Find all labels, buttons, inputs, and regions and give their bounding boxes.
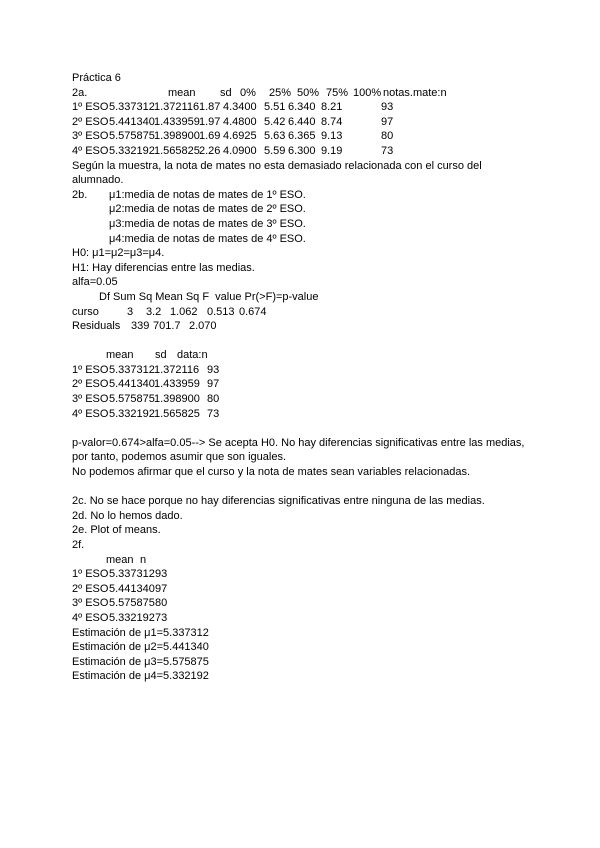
table-cell: 2º ESO: [72, 378, 109, 391]
table-row: [72, 363, 532, 378]
section-label: 2a.: [72, 86, 88, 99]
table-cell: 2º ESO: [72, 582, 109, 595]
table-cell: data:n: [177, 349, 208, 362]
anova-header: Df Sum Sq Mean Sq F value Pr(>F)=p-value: [99, 290, 319, 303]
table-cell: 5.337312: [109, 363, 155, 376]
table-cell: n: [140, 553, 147, 566]
alt-hypothesis: H1: Hay diferencias entre las medias.: [72, 261, 255, 274]
table-cell: 8.74: [321, 115, 343, 128]
col-mean: mean: [168, 86, 196, 99]
table-cell: 4º ESO: [72, 407, 109, 420]
table-cell: mean: [106, 349, 134, 362]
table-cell: 93: [381, 101, 394, 114]
section-2b-conclusion: No podemos afirmar que el curso y la nota de mates sean variables relacionadas.: [72, 466, 471, 479]
table-cell: 8.21: [321, 101, 343, 114]
section-2b-def: [72, 188, 532, 203]
col-25: 25%: [269, 86, 292, 99]
table-cell: 3º ESO: [72, 597, 109, 610]
table-cell: 5.337312: [109, 568, 155, 581]
table-cell: 3º ESO: [72, 130, 109, 143]
section-2e: 2e. Plot of means.: [72, 524, 161, 537]
null-hypothesis: H0: μ1=μ2=μ3=μ4.: [72, 247, 165, 260]
alpha-level: alfa=0.05: [72, 276, 118, 289]
table-cell: 80: [381, 130, 394, 143]
table-row: [72, 115, 532, 130]
table-cell: 73: [155, 611, 168, 624]
anova-row: [72, 319, 532, 334]
table-cell: 5.51: [264, 101, 286, 114]
table-row: [72, 611, 532, 626]
table-row: [72, 129, 532, 144]
table-cell: 5.63: [264, 130, 286, 143]
table-row: [72, 392, 532, 407]
table-cell: 701.7: [153, 320, 181, 333]
estimate-line: Estimación de μ4=5.332192: [72, 670, 209, 683]
section-label: 2b.: [72, 188, 88, 201]
table-cell: 4.3400: [223, 101, 257, 114]
table-cell: 4º ESO: [72, 144, 109, 157]
table-row: [72, 407, 532, 422]
table-cell: 93: [155, 568, 168, 581]
table-cell: 5.42: [264, 115, 286, 128]
col-sd: sd: [220, 86, 232, 99]
table-cell: 1.398900: [154, 130, 200, 143]
table-cell: 2.26: [199, 144, 221, 157]
estimate-line: Estimación de μ3=5.575875: [72, 655, 209, 668]
table-row: [72, 144, 532, 159]
col-100: 100%: [353, 86, 382, 99]
table-row: [72, 100, 532, 115]
table-cell: 80: [207, 393, 220, 406]
table-cell: 5.575875: [109, 130, 155, 143]
table-cell: 3º ESO: [72, 393, 109, 406]
table-cell: 4º ESO: [72, 611, 109, 624]
table-cell: 97: [155, 582, 168, 595]
section-2b-def: μ4:media de notas de mates de 4º ESO.: [109, 232, 306, 245]
table-cell: 73: [381, 144, 394, 157]
col-50: 50%: [297, 86, 320, 99]
table-cell: Residuals: [72, 320, 121, 333]
table-cell: mean: [106, 553, 134, 566]
table-cell: 5.441340: [109, 378, 155, 391]
table-cell: 1.69: [199, 130, 221, 143]
table-cell: 1.398900: [154, 393, 200, 406]
table-cell: 4.6925: [223, 130, 257, 143]
table-cell: 97: [381, 115, 394, 128]
section-2d: 2d. No lo hemos dado.: [72, 509, 183, 522]
section-2b-def: μ3:media de notas de mates de 3º ESO.: [109, 217, 306, 230]
table-cell: 1.433959: [154, 115, 200, 128]
table-cell: μ1:media de notas de mates de 1º ESO.: [109, 188, 306, 201]
table-cell: 6.300: [288, 144, 316, 157]
table-cell: 1.062: [170, 305, 198, 318]
table-cell: 5.59: [264, 144, 286, 157]
table-cell: 4.4800: [223, 115, 257, 128]
table-cell: 1.565825: [154, 407, 200, 420]
table-cell: 0.674: [239, 305, 267, 318]
table-cell: 0.513: [207, 305, 235, 318]
table-cell: 5.337312: [109, 101, 155, 114]
table-cell: 2.070: [189, 320, 217, 333]
table-row: [72, 377, 532, 392]
table-cell: 80: [155, 597, 168, 610]
table-cell: sd: [155, 349, 167, 362]
table-cell: 1.433959: [154, 378, 200, 391]
table-cell: 3.2: [146, 305, 162, 318]
table-cell: 9.19: [321, 144, 343, 157]
table-cell: 73: [207, 407, 220, 420]
table-cell: 5.332192: [109, 611, 155, 624]
document-page: [72, 71, 532, 684]
estimate-line: Estimación de μ1=5.337312: [72, 626, 209, 639]
anova-row: [72, 305, 532, 320]
table-cell: 1.565825: [154, 144, 200, 157]
table-cell: 5.441340: [109, 582, 155, 595]
table-cell: 1º ESO: [72, 568, 109, 581]
table-cell: 339: [131, 320, 150, 333]
table-cell: 5.441340: [109, 115, 155, 128]
table-cell: 1º ESO: [72, 101, 109, 114]
table-row: [72, 582, 532, 597]
table-cell: 1.97: [199, 115, 221, 128]
col-n: notas.mate:n: [383, 86, 447, 99]
table-cell: 5.332192: [109, 144, 155, 157]
estimate-line: Estimación de μ2=5.441340: [72, 641, 209, 654]
table-cell: 1º ESO: [72, 363, 109, 376]
table-cell: 5.575875: [109, 597, 155, 610]
section-2c: 2c. No se hace porque no hay diferencias significativas entre ninguna de las medias.: [72, 495, 485, 508]
table-row: [72, 596, 532, 611]
table-cell: 9.13: [321, 130, 343, 143]
table-cell: 1.372116: [154, 363, 200, 376]
section-2b-def: μ2:media de notas de mates de 2º ESO.: [109, 203, 306, 216]
means-header: [72, 553, 532, 568]
col-0: 0%: [240, 86, 256, 99]
doc-title: Práctica 6: [72, 72, 121, 84]
table-cell: 6.365: [288, 130, 316, 143]
table-row: [72, 567, 532, 582]
table-cell: 6.340: [288, 101, 316, 114]
table-cell: 1.87: [199, 101, 221, 114]
table-cell: 1.372116: [154, 101, 200, 114]
table-cell: 5.332192: [109, 407, 155, 420]
table-cell: curso: [72, 305, 99, 318]
table-cell: 97: [207, 378, 220, 391]
table-cell: 4.0900: [223, 144, 257, 157]
section-2a-header: [72, 86, 532, 101]
col-75: 75%: [326, 86, 349, 99]
table-cell: 5.575875: [109, 393, 155, 406]
section-2a-conclusion: Según la muestra, la nota de mates no esta demasiado relacionada con el curso del alumnado.: [72, 159, 482, 187]
table-cell: 6.440: [288, 115, 316, 128]
table-cell: 93: [207, 363, 220, 376]
table-cell: 3: [127, 305, 134, 318]
summary-header: [72, 348, 532, 363]
table-cell: 2º ESO: [72, 115, 109, 128]
section-2f-label: 2f.: [72, 539, 85, 551]
pvalue-decision: p-valor=0.674>alfa=0.05--> Se acepta H0. No hay diferencias significativas entre las medias, por tanto, podemos asumir que son iguales.: [72, 436, 525, 464]
